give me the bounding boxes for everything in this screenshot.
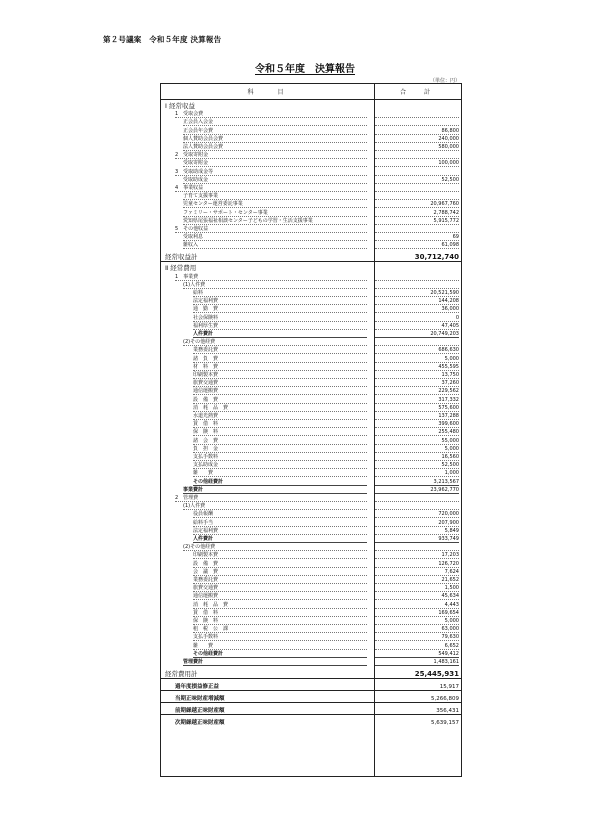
table-row bbox=[161, 551, 461, 559]
row-label: 福利厚生費 bbox=[193, 323, 367, 330]
table-row bbox=[161, 453, 461, 461]
row-amount: 6,652 bbox=[375, 643, 459, 650]
row-amount: 356,431 bbox=[436, 708, 459, 714]
table-row bbox=[161, 445, 461, 453]
table-row bbox=[161, 617, 461, 625]
row-label: 正会員年会費 bbox=[183, 128, 367, 135]
table-row bbox=[161, 658, 461, 666]
table-row bbox=[161, 233, 461, 241]
table-row bbox=[161, 592, 461, 600]
row-label: 法定福利費 bbox=[193, 298, 367, 305]
table-row bbox=[161, 346, 461, 354]
row-label: 雑 費 bbox=[193, 643, 367, 650]
row-label: 保 険 料 bbox=[193, 429, 367, 436]
table-row bbox=[161, 184, 461, 192]
row-label: 旅費交通費 bbox=[193, 380, 367, 387]
row-amount: 20,521,590 bbox=[375, 290, 459, 297]
column-header-item: 科 目 bbox=[247, 89, 288, 96]
table-row bbox=[161, 518, 461, 526]
table-row bbox=[161, 559, 461, 567]
table-row bbox=[161, 143, 461, 151]
row-amount: 52,500 bbox=[375, 177, 459, 184]
row-label: 4 事業収益 bbox=[175, 185, 367, 192]
row-amount: 36,000 bbox=[375, 306, 459, 313]
column-header-total: 合 計 bbox=[399, 89, 436, 96]
row-label: (2)その他経費 bbox=[183, 544, 367, 551]
table-body bbox=[161, 84, 461, 776]
table-row bbox=[161, 110, 461, 118]
row-amount: 317,332 bbox=[375, 397, 459, 404]
row-label: 愛知県尾張福祉相談センター子どもの学習・生活支援事業 bbox=[183, 218, 367, 225]
row-label: 材 料 費 bbox=[193, 364, 367, 371]
row-label: 法人賛助会員会費 bbox=[183, 144, 367, 151]
row-amount: 69 bbox=[375, 234, 459, 241]
row-label: 賃 借 料 bbox=[193, 610, 367, 617]
table-row bbox=[161, 99, 461, 110]
table-row bbox=[161, 625, 461, 633]
row-label: 当期正味財産増減額 bbox=[175, 696, 225, 702]
row-amount: 1,500 bbox=[375, 585, 459, 592]
row-amount: 1,483,161 bbox=[375, 659, 459, 666]
row-label: 人件費計 bbox=[193, 536, 367, 543]
table-row bbox=[161, 225, 461, 233]
row-label: 事業費計 bbox=[183, 487, 367, 494]
row-label: 法定福利費 bbox=[193, 528, 367, 535]
row-amount: 5,000 bbox=[375, 356, 459, 363]
row-label: Ⅱ 経常費用 bbox=[165, 264, 197, 273]
row-label: 支払手数料 bbox=[193, 454, 367, 461]
settlement-table bbox=[160, 83, 462, 777]
row-amount: 580,000 bbox=[375, 144, 459, 151]
row-label: 個人賛助会員会費 bbox=[183, 136, 367, 143]
table-row bbox=[161, 217, 461, 225]
row-label: 諸 会 費 bbox=[193, 438, 367, 445]
row-label: 賃 借 料 bbox=[193, 421, 367, 428]
row-label: 役員報酬 bbox=[193, 511, 367, 518]
row-amount: 933,749 bbox=[375, 536, 459, 543]
row-label: 租 税 公 課 bbox=[193, 626, 367, 633]
row-amount: 20,967,760 bbox=[375, 201, 459, 208]
row-label: その他経費計 bbox=[193, 479, 367, 486]
row-amount: 61,098 bbox=[375, 242, 459, 249]
row-amount: 0 bbox=[375, 315, 459, 322]
row-label: (1)人件費 bbox=[183, 282, 367, 289]
table-row bbox=[161, 261, 461, 272]
row-label: 管理費計 bbox=[183, 659, 367, 666]
table-row bbox=[161, 633, 461, 641]
row-label: 通信運搬費 bbox=[193, 593, 367, 600]
table-row bbox=[161, 371, 461, 379]
table-row bbox=[161, 461, 461, 469]
row-amount: 25,445,931 bbox=[414, 670, 459, 678]
table-row bbox=[161, 510, 461, 518]
row-label: 1 受取会費 bbox=[175, 111, 367, 118]
table-row bbox=[161, 641, 461, 649]
table-row bbox=[161, 600, 461, 608]
row-amount: 45,634 bbox=[375, 593, 459, 600]
row-amount: 455,595 bbox=[375, 364, 459, 371]
row-label: 給料手当 bbox=[193, 520, 367, 527]
row-label: 2 管理費 bbox=[175, 495, 367, 502]
summary-row bbox=[161, 714, 461, 727]
table-row bbox=[161, 159, 461, 167]
table-row bbox=[161, 428, 461, 436]
row-amount: 47,405 bbox=[375, 323, 459, 330]
row-label: 2 受取寄附金 bbox=[175, 152, 367, 159]
row-amount: 549,412 bbox=[375, 651, 459, 658]
row-label: 1 事業費 bbox=[175, 274, 367, 281]
row-label: 通 勤 費 bbox=[193, 306, 367, 313]
row-label: 人件費計 bbox=[193, 331, 367, 338]
table-row bbox=[161, 241, 461, 249]
row-amount: 55,000 bbox=[375, 438, 459, 445]
row-label: 前期繰越正味財産額 bbox=[175, 708, 225, 714]
table-row bbox=[161, 412, 461, 420]
table-row bbox=[161, 322, 461, 330]
table-row bbox=[161, 609, 461, 617]
row-amount: 399,600 bbox=[375, 421, 459, 428]
table-row bbox=[161, 420, 461, 428]
row-label: 通信運搬費 bbox=[193, 388, 367, 395]
table-row bbox=[161, 313, 461, 321]
row-label: 設 備 費 bbox=[193, 561, 367, 568]
table-row bbox=[161, 387, 461, 395]
row-amount: 5,915,772 bbox=[375, 218, 459, 225]
row-label: 消 耗 品 費 bbox=[193, 602, 367, 609]
row-label: 支払助成金 bbox=[193, 462, 367, 469]
table-row bbox=[161, 568, 461, 576]
table-row bbox=[161, 543, 461, 551]
row-amount: 16,560 bbox=[375, 454, 459, 461]
row-label: 次期繰越正味財産額 bbox=[175, 720, 225, 726]
table-row bbox=[161, 305, 461, 313]
row-label: 5 その他収益 bbox=[175, 226, 367, 233]
table-row bbox=[161, 379, 461, 387]
row-amount: 2,788,742 bbox=[375, 210, 459, 217]
row-amount: 4,443 bbox=[375, 602, 459, 609]
row-amount: 15,917 bbox=[439, 684, 459, 690]
row-label: 保 険 料 bbox=[193, 618, 367, 625]
row-amount: 3,213,567 bbox=[375, 479, 459, 486]
row-label: 受取寄附金 bbox=[183, 160, 367, 167]
row-amount: 30,712,740 bbox=[414, 253, 459, 262]
row-label: 受取助成金 bbox=[183, 177, 367, 184]
table-row bbox=[161, 126, 461, 134]
document-title: 令和５年度 決算報告 bbox=[255, 64, 355, 75]
table-row bbox=[161, 477, 461, 485]
table-row bbox=[161, 363, 461, 371]
row-label: 児童センター運営委託事業 bbox=[183, 201, 367, 208]
table-row bbox=[161, 200, 461, 208]
row-label: 経常収益計 bbox=[165, 253, 198, 262]
row-amount: 240,000 bbox=[375, 136, 459, 143]
row-label: 水道光熱費 bbox=[193, 413, 367, 420]
table-row bbox=[161, 118, 461, 126]
table-row bbox=[161, 208, 461, 216]
table-row bbox=[161, 395, 461, 403]
table-row bbox=[161, 404, 461, 412]
table-row bbox=[161, 338, 461, 346]
row-label: (2)その他経費 bbox=[183, 339, 367, 346]
row-amount: 5,000 bbox=[375, 446, 459, 453]
row-label: 業務委託費 bbox=[193, 577, 367, 584]
row-label: その他経費計 bbox=[193, 651, 367, 658]
table-row bbox=[161, 436, 461, 444]
row-amount: 126,720 bbox=[375, 561, 459, 568]
row-amount: 100,000 bbox=[375, 160, 459, 167]
row-amount: 21,652 bbox=[375, 577, 459, 584]
table-row bbox=[161, 330, 461, 338]
row-amount: 63,000 bbox=[375, 626, 459, 633]
table-row bbox=[161, 192, 461, 200]
row-amount: 23,962,770 bbox=[375, 487, 459, 494]
row-label: 正会員入会金 bbox=[183, 119, 367, 126]
table-row bbox=[161, 535, 461, 543]
row-amount: 86,800 bbox=[375, 128, 459, 135]
row-amount: 37,260 bbox=[375, 380, 459, 387]
table-row bbox=[161, 167, 461, 175]
row-label: 子育て支援事業 bbox=[183, 193, 367, 200]
row-label: (1)人件費 bbox=[183, 503, 367, 510]
table-row bbox=[161, 289, 461, 297]
table-row bbox=[161, 176, 461, 184]
row-amount: 255,480 bbox=[375, 429, 459, 436]
row-amount: 5,000 bbox=[375, 618, 459, 625]
table-row bbox=[161, 281, 461, 289]
row-label: 印刷製本費 bbox=[193, 552, 367, 559]
row-label: 設 備 費 bbox=[193, 397, 367, 404]
row-amount: 720,000 bbox=[375, 511, 459, 518]
row-label: 社会保険料 bbox=[193, 315, 367, 322]
table-row bbox=[161, 527, 461, 535]
row-label: 過年度損益修正益 bbox=[175, 684, 220, 690]
table-row bbox=[161, 297, 461, 305]
agenda-header: 第２号議案 令和５年度 決算報告 bbox=[103, 35, 222, 44]
table-row bbox=[161, 272, 461, 280]
row-amount: 207,900 bbox=[375, 520, 459, 527]
row-amount: 5,639,157 bbox=[431, 720, 459, 726]
row-label: 消 耗 品 費 bbox=[193, 405, 367, 412]
row-amount: 1,000 bbox=[375, 470, 459, 477]
table-row bbox=[161, 469, 461, 477]
table-row bbox=[161, 486, 461, 494]
row-amount: 144,208 bbox=[375, 298, 459, 305]
row-label: 業務委託費 bbox=[193, 347, 367, 354]
row-label: 旅費交通費 bbox=[193, 585, 367, 592]
table-row bbox=[161, 584, 461, 592]
table-row bbox=[161, 650, 461, 658]
row-label: 給料 bbox=[193, 290, 367, 297]
table-row bbox=[161, 502, 461, 510]
row-label: Ⅰ 経常収益 bbox=[165, 102, 195, 110]
row-label: 雑 費 bbox=[193, 470, 367, 477]
row-label: 雑収入 bbox=[183, 242, 367, 249]
row-amount: 169,654 bbox=[375, 610, 459, 617]
row-label: 会 議 費 bbox=[193, 569, 367, 576]
table-row bbox=[161, 135, 461, 143]
row-amount: 13,750 bbox=[375, 372, 459, 379]
row-label: 経常費用計 bbox=[165, 670, 198, 678]
row-amount: 686,630 bbox=[375, 347, 459, 354]
table-row bbox=[161, 576, 461, 584]
row-amount: 137,288 bbox=[375, 413, 459, 420]
table-row bbox=[161, 494, 461, 502]
row-amount: 17,203 bbox=[375, 552, 459, 559]
row-label: 3 受取助成金等 bbox=[175, 169, 367, 176]
row-label: 負 担 金 bbox=[193, 446, 367, 453]
row-amount: 7,624 bbox=[375, 569, 459, 576]
row-amount: 229,562 bbox=[375, 388, 459, 395]
row-amount: 20,749,203 bbox=[375, 331, 459, 338]
row-amount: 79,630 bbox=[375, 634, 459, 641]
row-amount: 52,500 bbox=[375, 462, 459, 469]
row-label: 印刷製本費 bbox=[193, 372, 367, 379]
row-label: 支払手数料 bbox=[193, 634, 367, 641]
table-row bbox=[161, 354, 461, 362]
row-label: 受取利息 bbox=[183, 234, 367, 241]
row-amount: 5,849 bbox=[375, 528, 459, 535]
table-row bbox=[161, 151, 461, 159]
row-label: ファミリー・サポート・センター事業 bbox=[183, 210, 367, 217]
row-amount: 5,266,809 bbox=[431, 696, 459, 702]
unit-note: （単位：円） bbox=[429, 78, 460, 84]
row-amount: 575,600 bbox=[375, 405, 459, 412]
row-label: 諸 負 費 bbox=[193, 356, 367, 363]
